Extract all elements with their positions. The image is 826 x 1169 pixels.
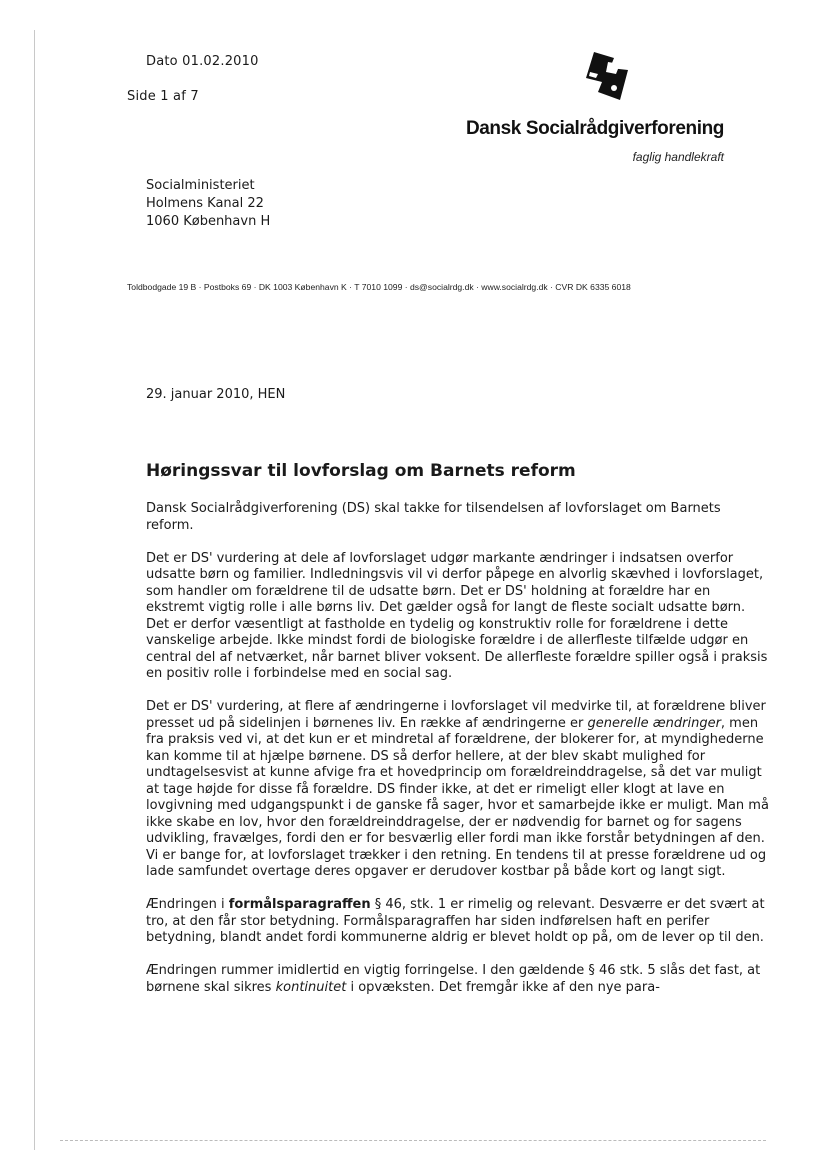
paragraph: [146, 963, 771, 996]
paragraph-text: Det er DS' vurdering, at flere af ændringerne i lovforslaget vil medvirke til, at forældrene bliver presset ud på sidelinjen i børnenes liv. En række af ændringerne er: [146, 699, 766, 731]
scan-edge-line: [34, 30, 35, 1150]
document-date: Dato 01.02.2010: [146, 54, 259, 69]
document-title: Høringssvar til lovforslag om Barnets reform: [146, 461, 576, 481]
paragraph-text: Ændringen rummer imidlertid en vigtig forringelse. I den gældende § 46 stk. 5 slås det fast, at børnene skal sikres: [146, 963, 761, 995]
paragraph: [146, 699, 771, 881]
org-name: Dansk Socialrådgiverforening: [465, 118, 724, 139]
ds-logo-icon: [580, 48, 632, 104]
recipient-line: Holmens Kanal 22: [146, 196, 264, 211]
recipient-line: 1060 København H: [146, 214, 271, 229]
paragraph-text: i opvæksten. Det fremgår ikke af den nye para-: [346, 979, 660, 995]
page-number: Side 1 af 7: [127, 89, 199, 104]
paragraph-text: , men fra praksis ved vi, at det kun er et mindretal af forældrene, der blokerer for, at myndighederne kan komme til at hjælpe børnene. DS så derfor hellere, at der blev skabt mulighed for undtagelsesvist at kunne afvige fra et hovedprincip om forældreinddragelse, så det var muligt at tage højde for disse få forældre. DS finder ikke, at det er rimeligt eller klogt at lave en lovgivning med udgangspunkt i de ganske få sager, hvor et samarbejde ikke er muligt. Man må ikke skabe en lov, hvor den forældreinddragelse, der er nødvendig for barnet og for sagens udvikling, fravælges, fordi den er for besværlig eller fordi man ikke forstår betydningen af den. Vi er bange for, at lovforslaget trækker i den retning. En tendens til at presse forældrene ud og lade samfundet overtage deres opgaver er derudover kostbar på både kort og langt sigt.: [146, 715, 769, 879]
paragraph-text: Ændringen i: [146, 897, 229, 912]
paragraph: [146, 897, 771, 947]
letter-date: 29. januar 2010, HEN: [146, 387, 286, 402]
letter-body: [146, 501, 771, 1013]
recipient-address: [146, 177, 270, 231]
emphasis-text: kontinuitet: [275, 979, 347, 995]
recipient-line: Socialministeriet: [146, 178, 255, 193]
emphasis-text: generelle ændringer: [587, 715, 721, 731]
paragraph-text: § 46, stk. 1 er rimelig og relevant. Desværre er det svært at tro, at den får stor betydning. Formålsparagraffen har siden indførelsen haft en perifer betydning, blandt andet fordi kommunerne aldrig er blevet holdt op på, om de lever op til den.: [146, 897, 765, 945]
contact-line: Toldbodgade 19 B · Postboks 69 · DK 1003 København K · T 7010 1099 · ds@socialrdg.dk · www.socialrdg.dk · CVR DK 6335 6018: [127, 282, 631, 292]
org-tagline: faglig handlekraft: [632, 150, 724, 164]
paragraph: Det er DS' vurdering at dele af lovforslaget udgør markante ændringer i indsatsen overfor udsatte børn og familier. Indledningsvis vil vi derfor påpege en alvorlig skævhed i lovforslaget, som handler om forældrene til de udsatte børn. Det er DS' holdning at forældre har en ekstremt vigtig rolle i alle børns liv. Det gælder også for langt de fleste socialt udsatte børn. Det er derfor væsentligt at fastholde en tydelig og konstruktiv rolle for forældrene i dette vanskelige arbejde. Ikke mindst fordi de biologiske forældre i de allerfleste tilfælde udgør en central del af netværket, når barnet bliver voksent. De allerfleste forældre spiller også i praksis en positiv rolle i forbindelse med en social sag.: [146, 550, 768, 681]
scan-bottom-line: [60, 1140, 766, 1141]
paragraph: Dansk Socialrådgiverforening (DS) skal takke for tilsendelsen af lovforslaget om Barnets reform.: [146, 501, 721, 533]
bold-text: formålsparagraffen: [228, 897, 371, 912]
